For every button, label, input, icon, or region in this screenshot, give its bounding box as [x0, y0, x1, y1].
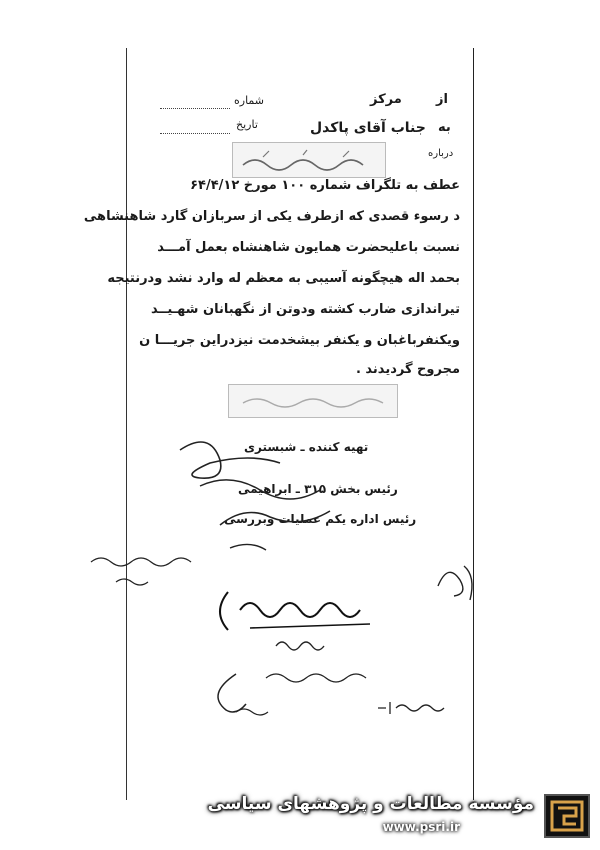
org-url[interactable]: www.psri.ir	[382, 820, 460, 834]
org-name: مؤسسه مطالعات و پژوهشهای سیاسی	[207, 794, 534, 814]
faded-stamp-scribble-icon	[229, 385, 397, 417]
handwritten-date-icon	[272, 632, 332, 656]
prepared-by: تهیه کننده ـ شبستری	[244, 440, 369, 454]
from-value: مرکز	[370, 92, 402, 107]
dept-head: رئیس اداره یکم عملیات وبررسی	[224, 512, 417, 526]
stamp-scribble-icon	[233, 143, 385, 177]
to-label: به	[438, 120, 451, 135]
body-line-6: ویکنفرباغبان و یکنفر بیشخدمت نیزدراین جریـــا ن	[139, 333, 460, 348]
psri-logo-icon	[544, 794, 590, 838]
from-label: از	[436, 92, 448, 107]
date-field	[160, 133, 230, 134]
body-line-7: مجروح گردیدند .	[355, 362, 460, 377]
right-margin-note-icon	[428, 556, 488, 608]
number-label: شماره	[234, 94, 265, 107]
body-line-4: بحمد اله هیچگونه آسیبی به معظم له وارد نشد ودرنتیجه	[107, 271, 460, 286]
number-field	[160, 108, 230, 109]
body-line-2: د رسوء قصدی که ازطرف یکی از سربازان گارد شاهنشاهی	[83, 209, 460, 224]
bottom-signature-icon	[196, 664, 396, 724]
to-value: جناب آقای پاکدل	[310, 120, 426, 136]
date-label: تاریخ	[236, 118, 258, 131]
stamp-icon	[232, 142, 386, 178]
subject-label: درباره	[428, 148, 454, 159]
body-line-3: نسبت باعلیحضرت همایون شاهنشاه بعمل آمـــد	[157, 240, 460, 255]
psri-logo-mark-icon	[546, 796, 588, 836]
faded-stamp-icon	[228, 384, 398, 418]
body-line-5: تیراندازی ضارب کشته ودوتن از نگهبانان شهـیــد	[150, 302, 460, 317]
reference-number-icon	[374, 698, 450, 718]
margin-note-icon	[86, 548, 196, 594]
body-line-1: عطف به تلگراف شماره ۱۰۰ مورخ ۶۴/۴/۱۲	[190, 178, 460, 193]
section-head: رئیس بخش ۳۱۵ ـ ابراهیمی	[238, 482, 398, 496]
handwritten-number-icon	[210, 586, 390, 634]
